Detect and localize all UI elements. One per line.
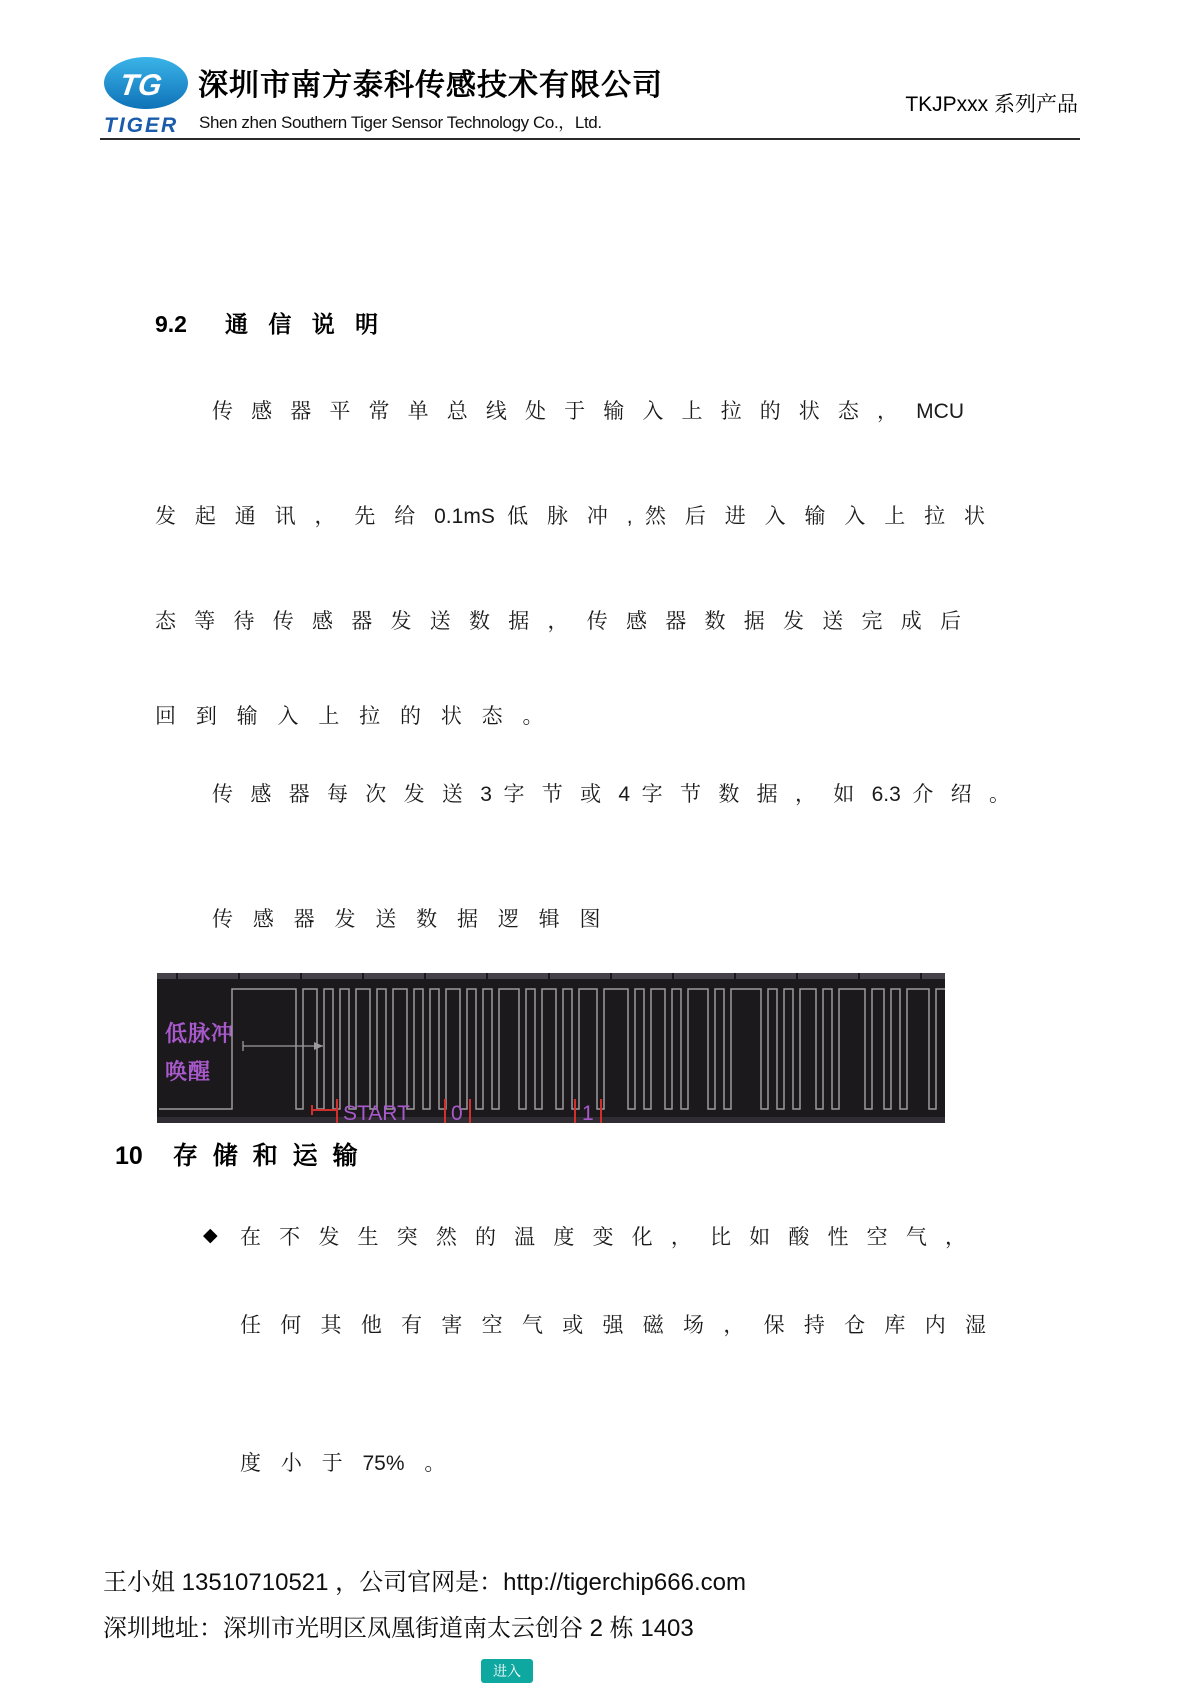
bullet-line: 在 不 发 生 突 然 的 温 度 变 化 ， 比 如 酸 性 空 气 ， [240,1226,966,1249]
product-series-label: TKJPxxx 系列产品 [905,93,1078,116]
section-10-number: 10 [115,1142,143,1170]
bit0-marker-label: 0 [451,1102,463,1123]
waveform-plot [157,973,945,1123]
company-name-en: Shen zhen Southern Tiger Sensor Technology Co.，Ltd. [199,113,602,132]
company-name-cn: 深圳市南方泰科传感技术有限公司 [198,69,663,102]
section-9-2-title: 通 信 说 明 [224,311,379,337]
footer-contact-line: 王小姐 13510710521 ，公司官网是：http://tigerchip666.com [103,1569,746,1596]
bullet-diamond-icon: ◆ [203,1225,218,1246]
bullet-line: 度 小 于 75% 。 [240,1452,446,1475]
paragraph-line: 回 到 输 入 上 拉 的 状 态 。 [155,705,544,728]
logo-monogram: TG [117,69,164,102]
waveform-bottombar [157,1117,945,1123]
section-9-2-heading [155,306,378,339]
tiger-logo-graphic [100,56,192,138]
figure-caption: 传 感 器 发 送 数 据 逻 辑 图 [212,908,601,931]
paragraph-line: 态 等 待 传 感 器 发 送 数 据 ， 传 感 器 数 据 发 送 完 成 后 [155,610,961,633]
wake-pulse-label-line2: 唤醒 [165,1059,212,1084]
footer-address-line: 深圳地址：深圳市光明区凤凰街道南太云创谷 2 栋 1403 [103,1615,694,1642]
bottom-badge-button[interactable]: 进入 [481,1659,533,1683]
company-logo [100,56,192,138]
bit1-marker-label: 1 [582,1102,594,1123]
measure-arrow [243,1041,323,1051]
paragraph-line: 发 起 通 讯 ， 先 给 0.1mS 低 脉 冲 , 然 后 进 入 输 入 上 拉 状 [155,505,985,528]
waveform-topbar [157,973,945,979]
section-10-heading [115,1136,358,1172]
signal-trace [159,989,945,1109]
wake-pulse-label-line1: 低脉冲 [165,1021,235,1046]
start-marker-label: START [343,1102,410,1123]
logic-waveform-figure [157,973,945,1123]
bullet-line: 任 何 其 他 有 害 空 气 或 强 磁 场 ， 保 持 仓 库 内 湿 [240,1314,986,1337]
section-9-2-number: 9.2 [155,311,187,337]
header-divider [100,138,1080,140]
logo-brand-text: TIGER [104,114,179,137]
paragraph-line: 传 感 器 每 次 发 送 3 字 节 或 4 字 节 数 据 ， 如 6.3 介 绍 。 [212,783,1010,806]
paragraph-line: 传 感 器 平 常 单 总 线 处 于 输 入 上 拉 的 状 态 ， MCU [212,400,964,423]
section-10-title: 存 储 和 运 输 [172,1142,358,1170]
